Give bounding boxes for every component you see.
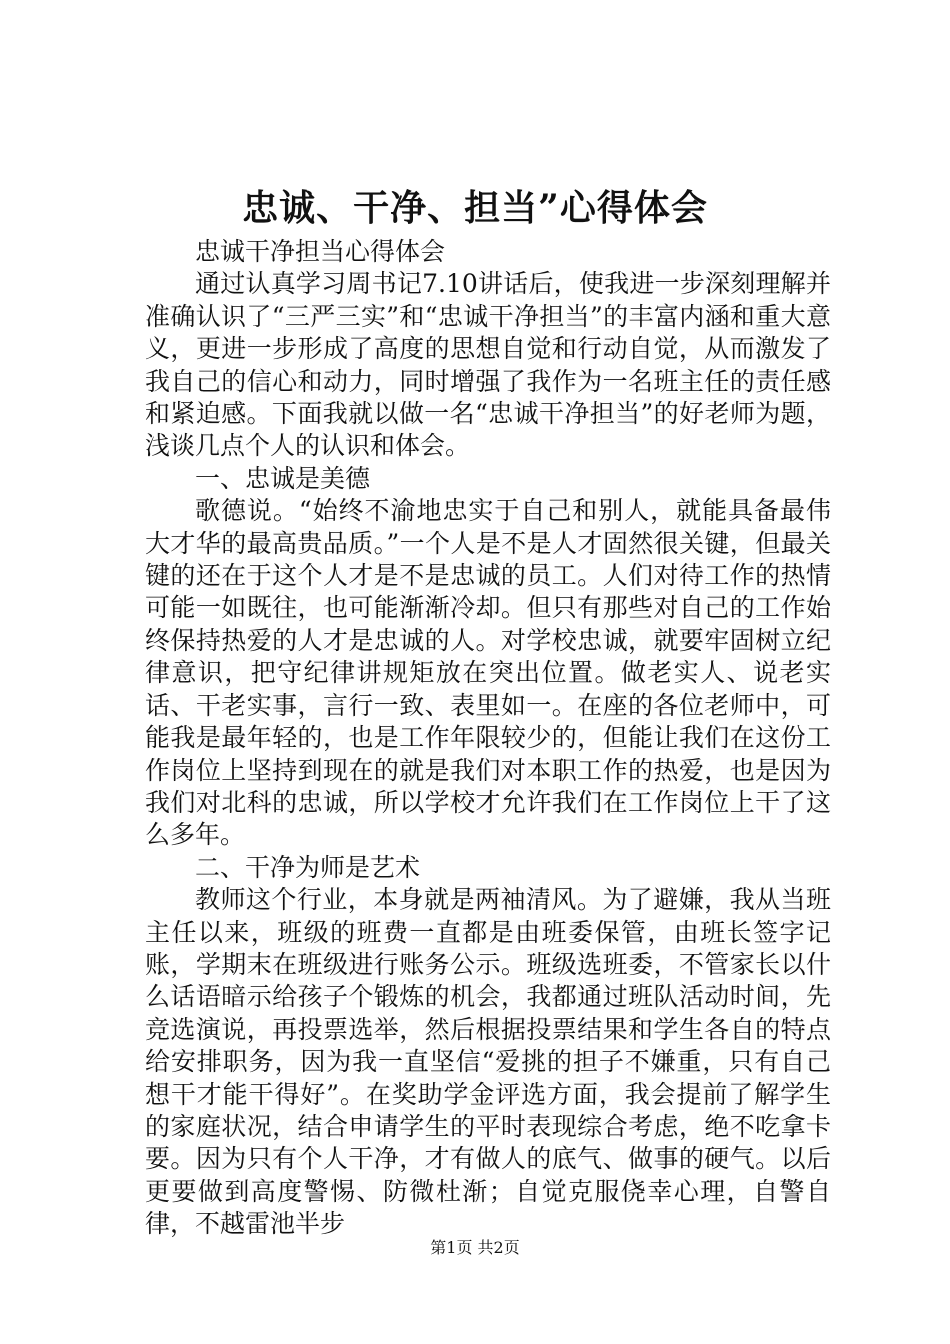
page-footer: 第1页 共2页	[430, 1238, 520, 1257]
document-title: 忠诚、干净、担当”心得体会	[242, 187, 708, 229]
section-heading-integrity: 二、干净为师是艺术	[195, 852, 421, 882]
paragraph-integrity: 教师这个行业，本身就是两袖清风。为了避嫌，我从当班主任以来，班级的班费一直都是由班委保管，由班长签字记账，学期末在班级进行账务公示。班级选班委，不管家长以什么话语暗示给孩子个锻炼的机会，我都通过班队活动时间，先竞选演说，再投票选举，然后根据投票结果和学生各自的特点给安排职务，因为我一直坚信“爱挑的担子不嫌重，只有自己想干才能干得好”。在奖助学金评选方面，我会提前了解学生的家庭状况，结合申请学生的平时表现综合考虑，绝不吃拿卡要。因为只有个人干净，才有做人的底气、做事的硬气。以后更要做到高度警惕、防微杜渐；自觉克服侥幸心理，自警自律，不越雷池半步	[145, 885, 831, 1239]
paragraph-loyalty: 歌德说。“始终不渝地忠实于自己和别人，就能具备最伟大才华的最高贵品质。”一个人是不是人才固然很关键，但最关键的还在于这个人才是不是忠诚的员工。人们对待工作的热情可能一如既往，也可能渐渐冷却。但只有那些对自己的工作始终保持热爱的人才是忠诚的人。对学校忠诚，就要牢固树立纪律意识，把守纪律讲规矩放在突出位置。做老实人、说老实话、干老实事，言行一致、表里如一。在座的各位老师中，可能我是最年轻的，也是工作年限较少的，但能让我们在这份工作岗位上坚持到现在的就是我们对本职工作的热爱，也是因为我们对北科的忠诚，所以学校才允许我们在工作岗位上干了这么多年。	[145, 496, 831, 850]
paragraph-subtitle: 忠诚干净担当心得体会	[195, 237, 446, 266]
document-body	[145, 236, 831, 1241]
section-heading-loyalty: 一、忠诚是美德	[195, 463, 371, 493]
paragraph-intro: 通过认真学习周书记7.10讲话后，使我进一步深刻理解并准确认识了“三严三实”和“忠诚干净担当”的丰富内涵和重大意义，更进一步形成了高度的思想自觉和行动自觉，从而激发了我自己的信心和动力，同时增强了我作为一名班主任的责任感和紧迫感。下面我就以做一名“忠诚干净担当”的好老师为题，浅谈几点个人的认识和体会。	[145, 269, 831, 461]
